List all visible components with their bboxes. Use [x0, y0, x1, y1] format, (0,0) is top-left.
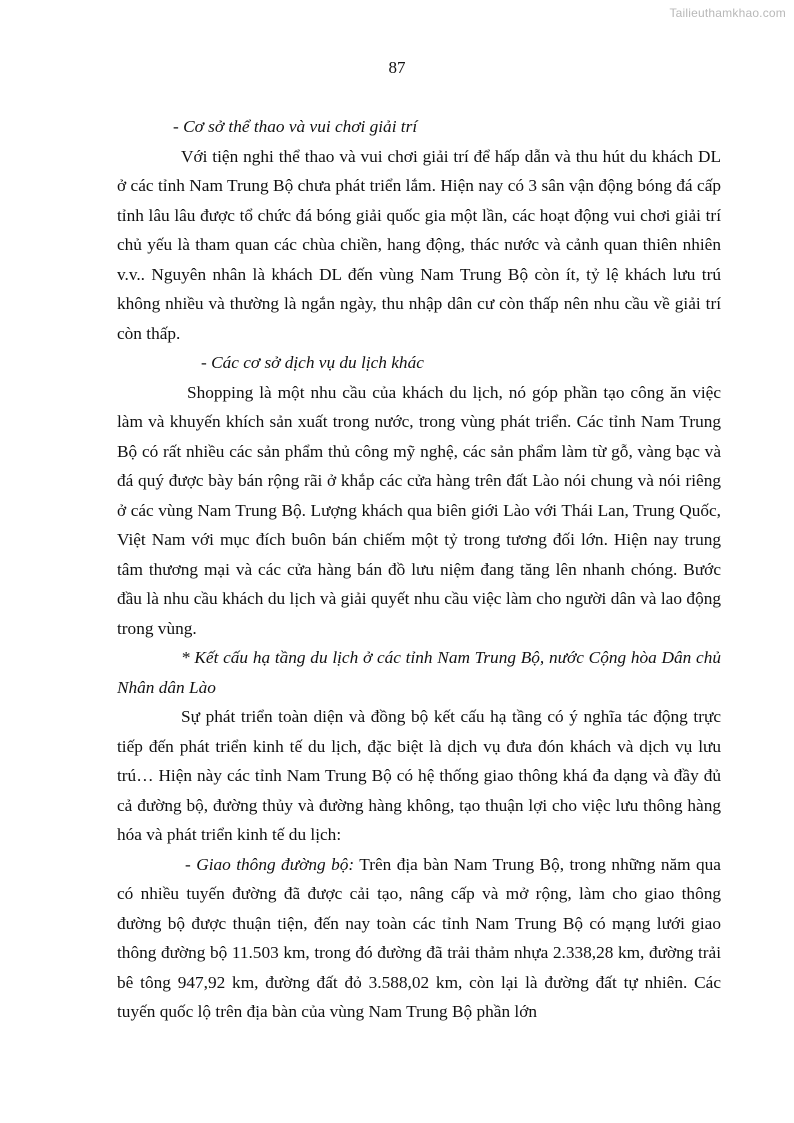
- watermark-text: Tailieuthamkhao.com: [669, 6, 786, 20]
- document-body: [117, 112, 721, 1027]
- road-transport-text: Trên địa bàn Nam Trung Bộ, trong những năm qua có nhiều tuyến đường đã được cải tạo, nâng cấp và mở rộng, làm cho giao thông đường bộ được thuận tiện, đến nay toàn các tỉnh Nam Trung Bộ có mạng lưới giao thông đường bộ 11.503 km, trong đó đường đã trải thảm nhựa 2.338,28 km, đường trải bê tông 947,92 km, đường đất đỏ 3.588,02 km, còn lại là đường đất tự nhiên. Các tuyến quốc lộ trên địa bàn của vùng Nam Trung Bộ phần lớn: [117, 854, 721, 1021]
- road-transport-lead: - Giao thông đường bộ:: [185, 854, 355, 874]
- section-heading-sports: - Cơ sở thể thao và vui chơi giải trí: [173, 117, 418, 136]
- paragraph-sports: Với tiện nghi thể thao và vui chơi giải trí để hấp dẫn và thu hút du khách DL ở các tỉnh Nam Trung Bộ chưa phát triển lắm. Hiện nay có 3 sân vận động bóng đá cấp tỉnh lâu lâu được tổ chức đá bóng giải quốc gia một lần, các hoạt động vui chơi giải trí chủ yếu là tham quan các chùa chiền, hang động, thác nước và cảnh quan thiên nhiên v.v.. Nguyên nhân là khách DL đến vùng Nam Trung Bộ còn ít, tỷ lệ khách lưu trú không nhiều và thường là ngắn ngày, thu nhập dân cư còn thấp nên nhu cầu về giải trí còn thấp.: [117, 146, 721, 343]
- section-heading-infrastructure: * Kết cấu hạ tầng du lịch ở các tỉnh Nam Trung Bộ, nước Cộng hòa Dân chủ Nhân dân Lào: [117, 648, 721, 697]
- paragraph-road-transport: [117, 850, 721, 1027]
- page-number: 87: [388, 58, 406, 77]
- paragraph-shopping: Shopping là một nhu cầu của khách du lịch, nó góp phần tạo công ăn việc làm và khuyến khích sản xuất trong nước, trong vùng phát triển. Các tỉnh Nam Trung Bộ có rất nhiều các sản phẩm thủ công mỹ nghệ, các sản phẩm làm từ gỗ, vàng bạc và đá quý được bày bán rộng rãi ở khắp các cửa hàng trên đất Lào nói chung và nói riêng ở các vùng Nam Trung Bộ. Lượng khách qua biên giới Lào với Thái Lan, Trung Quốc, Việt Nam với mục đích buôn bán chiếm một tỷ trong tương đối lớn. Hiện nay trung tâm thương mại và các cửa hàng bán đồ lưu niệm đang tăng lên nhanh chóng. Bước đầu là nhu cầu khách du lịch và giải quyết nhu cầu việc làm cho người dân và lao động trong vùng.: [117, 382, 721, 638]
- paragraph-infrastructure: Sự phát triển toàn diện và đồng bộ kết cấu hạ tầng có ý nghĩa tác động trực tiếp đến phát triển kinh tế du lịch, đặc biệt là dịch vụ đưa đón khách và dịch vụ lưu trú… Hiện này các tỉnh Nam Trung Bộ có hệ thống giao thông khá đa dạng và đầy đủ cả đường bộ, đường thủy và đường hàng không, tạo thuận lợi cho việc lưu thông hàng hóa và phát triển kinh tế du lịch:: [117, 707, 721, 844]
- section-heading-other-services: - Các cơ sở dịch vụ du lịch khác: [201, 353, 424, 372]
